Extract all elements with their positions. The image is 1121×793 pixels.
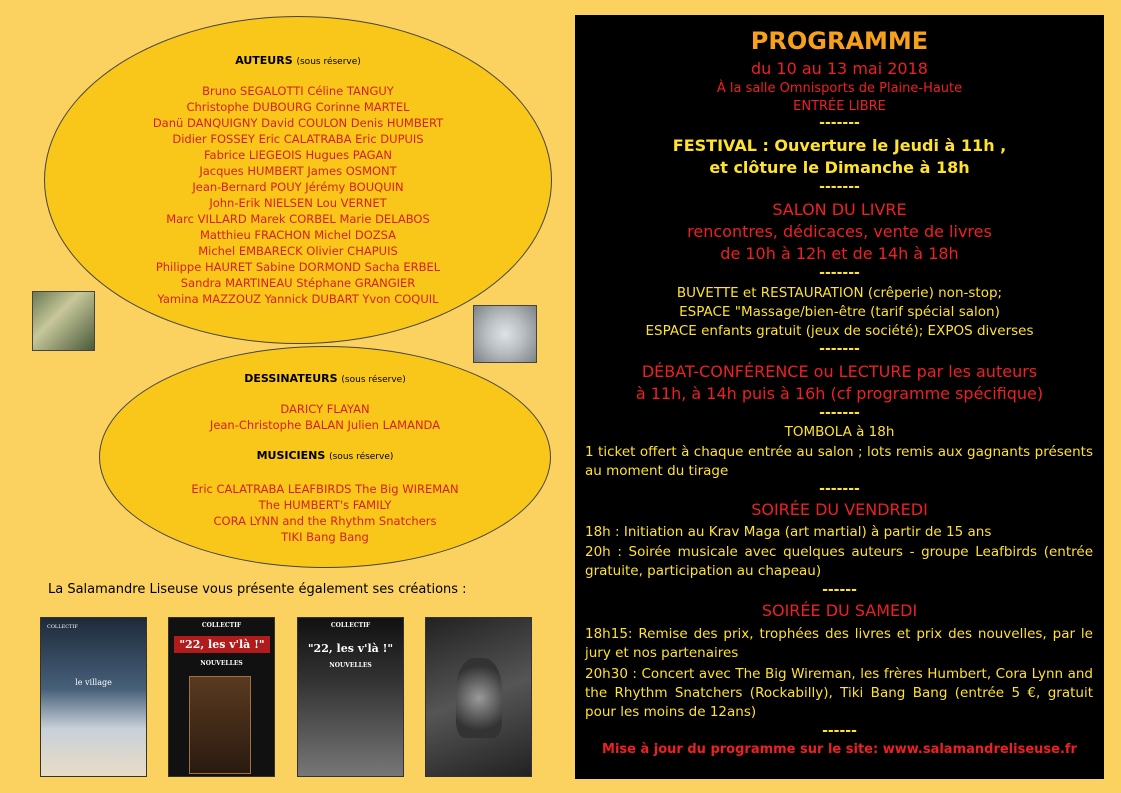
cover-sub: NOUVELLES [329,662,372,669]
tombola-text: 1 ticket offert à chaque entrée au salon ; lots remis aux gagnants présents au moment du tirage [585,444,1093,479]
separator: ------- [819,179,860,195]
update-link-line[interactable]: Mise à jour du programme sur le site: www.salamandreliseuse.fr [602,742,1077,757]
author-line: Danü DANQUIGNY David COULON Denis HUMBERT [152,116,444,130]
illustrators-heading-label: DESSINATEURS [244,372,338,385]
book-cover-le-village [40,617,147,777]
illustrator-line: DARICY FLAYAN [280,402,370,416]
debat-line-2: à 11h, à 14h puis à 16h (cf programme spécifique) [635,384,1044,403]
author-line: Michel EMBARECK Olivier CHAPUIS [198,244,398,258]
separator: ------- [819,265,860,281]
author-line: Bruno SEGALOTTI Céline TANGUY [202,84,394,98]
vendredi-item-2: 20h : Soirée musicale avec quelques auteurs - groupe Leafbirds (entrée gratuite, participation au chapeau) [585,544,1093,579]
vendredi-title: SOIRÉE DU VENDREDI [751,500,928,519]
authors-ellipse [44,16,552,344]
authors-heading-label: AUTEURS [235,54,293,67]
window-illustration [189,676,251,774]
debat-line-1: DÉBAT-CONFÉRENCE ou LECTURE par les auteurs [641,362,1038,381]
programme-venue: À la salle Omnisports de Plaine-Haute [716,81,963,96]
creations-caption: La Salamandre Liseuse vous présente également ses créations : [48,582,467,597]
cover-title: "22, les v'là !" [307,642,394,655]
separator: ------ [822,723,857,739]
illustrators-heading [100,372,550,385]
programme-entry: ENTRÉE LIBRE [793,99,886,114]
vendredi-item-1: 18h : Initiation au Krav Maga (art martial) à partir de 15 ans [585,524,992,540]
author-line: Fabrice LIEGEOIS Hugues PAGAN [203,148,392,162]
separator: ------- [819,341,860,357]
authors-heading [45,54,551,67]
cover-label: COLLECTIF [330,622,371,629]
author-line: Jean-Bernard POUY Jérémy BOUQUIN [192,180,404,194]
separator: ------ [822,582,857,598]
hand-silhouette [456,658,502,738]
cover-title: le village [75,678,112,687]
illustrator-line: Jean-Christophe BALAN Julien LAMANDA [209,418,441,432]
separator: ------- [819,405,860,421]
salon-line-1: rencontres, dédicaces, vente de livres [687,222,992,241]
author-line: Jacques HUMBERT James OSMONT [199,164,397,178]
author-line: Matthieu FRACHON Michel DOZSA [199,228,397,242]
samedi-item-1: 18h15: Remise des prix, trophées des livres et prix des nouvelles, par le jury et nos partenaires [585,626,1093,661]
illustrators-list [100,401,550,433]
salon-title: SALON DU LIVRE [772,200,907,219]
musician-line: The HUMBERT's FAMILY [258,498,392,512]
author-line: Christophe DUBOURG Corinne MARTEL [186,100,410,114]
author-line: Philippe HAURET Sabine DORMOND Sacha ERBEL [155,260,441,274]
espace-line-1: ESPACE "Massage/bien-être (tarif spécial salon) [679,304,1000,320]
musicians-heading [100,449,550,462]
authors-note: (sous réserve) [296,57,361,67]
author-line: Sandra MARTINEAU Stéphane GRANGIER [180,276,416,290]
festival-line-1: FESTIVAL : Ouverture le Jeudi à 11h , [672,136,1007,155]
tombola-title: TOMBOLA à 18h [784,424,895,440]
book-cover-22-les-vla-2 [297,617,404,777]
musician-line: TIKI Bang Bang [281,530,369,544]
author-line: Marc VILLARD Marek CORBEL Marie DELABOS [166,212,430,226]
cover-label: COLLECTIF [47,624,78,630]
cover-sub: NOUVELLES [200,660,243,667]
police-badge-image [32,291,95,351]
programme-title: PROGRAMME [750,27,929,55]
artists-ellipse [99,346,551,568]
buvette-line: BUVETTE et RESTAURATION (crêperie) non-stop; [676,285,1003,301]
author-line: Yamina MAZZOUZ Yannick DUBART Yvon COQUIL [157,292,439,306]
musicians-list [100,481,550,545]
author-line: John-Erik NIELSEN Lou VERNET [209,196,387,210]
salon-line-2: de 10h à 12h et de 14h à 18h [720,244,959,263]
programme-panel [575,15,1104,779]
programme-dates: du 10 au 13 mai 2018 [751,59,928,78]
salamander-plate-image [473,305,537,363]
samedi-title: SOIRÉE DU SAMEDI [761,601,918,620]
espace-line-2: ESPACE enfants gratuit (jeux de société); EXPOS diverses [645,323,1034,339]
cover-label: COLLECTIF [201,622,242,629]
illustrators-note: (sous réserve) [341,375,406,385]
musician-line: Eric CALATRABA LEAFBIRDS The Big WIREMAN [191,482,459,496]
musicians-note: (sous réserve) [329,452,394,462]
book-cover-22-les-vla-1 [168,617,275,777]
book-cover-4 [425,617,532,777]
author-line: Didier FOSSEY Eric CALATRABA Eric DUPUIS [172,132,424,146]
musicians-heading-label: MUSICIENS [256,449,326,462]
festival-line-2: et clôture le Dimanche à 18h [709,158,970,177]
samedi-item-2: 20h30 : Concert avec The Big Wireman, les frères Humbert, Cora Lynn and the Rhythm Snatchers (Rockabilly), Tiki Bang Bang (entrée 5 €, gratuit pour les moins de 12ans) [585,666,1093,720]
musician-line: CORA LYNN and the Rhythm Snatchers [213,514,437,528]
cover-title: "22, les v'là !" [174,636,270,653]
authors-list [45,83,551,307]
separator: ------- [819,481,860,497]
separator: ------- [819,115,860,131]
